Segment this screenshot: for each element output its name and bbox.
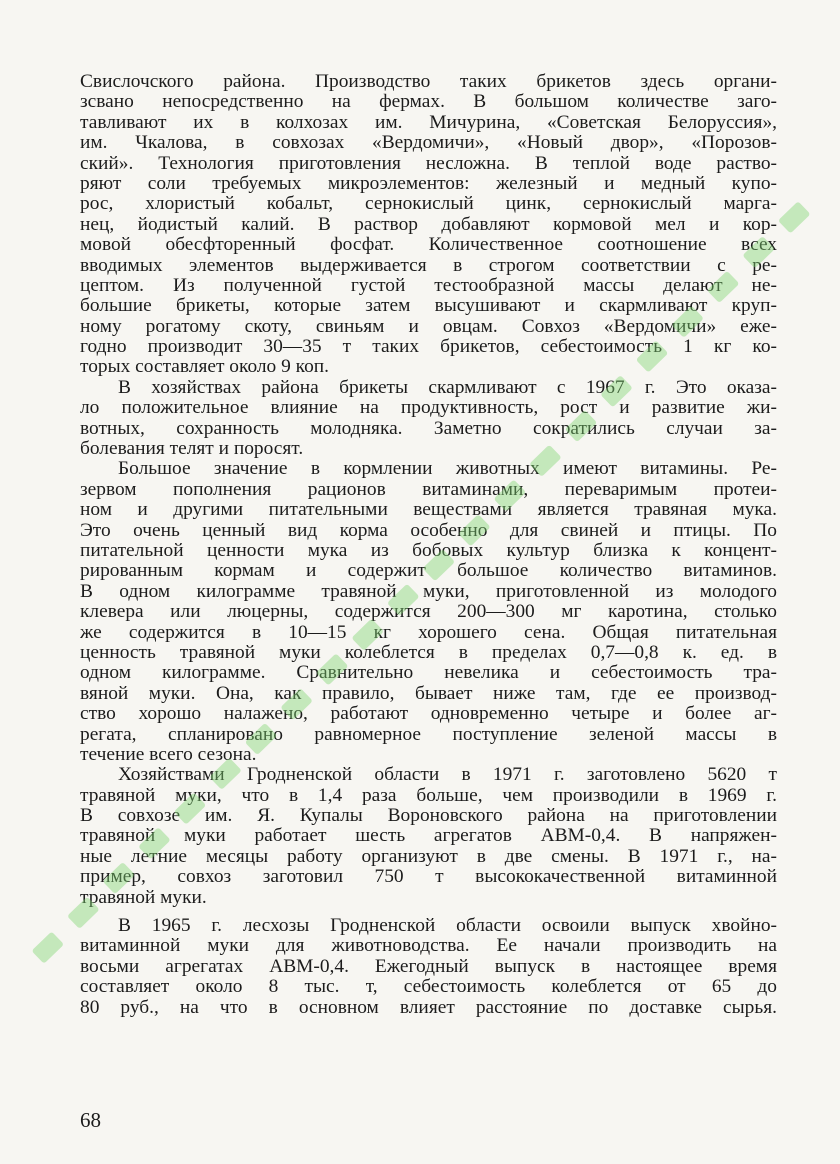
text-line: В хозяйствах района брикеты скармливают с 1967 г. Это оказа- [118, 377, 777, 398]
text-line: течение всего сезона. [80, 744, 257, 765]
text-line: торых составляет около 9 коп. [80, 357, 330, 378]
page-number: 68 [80, 1108, 101, 1132]
text-line: зсвано непосредственно на фермах. В большом количестве заго- [80, 92, 777, 113]
text-line: цептом. Из полученной густой тестообразной массы делают не- [80, 275, 777, 296]
text-line: В одном килограмме травяной муки, приготовленной из молодого [80, 581, 777, 602]
text-line: ский». Технология приготовления несложна. В теплой воде раство- [80, 153, 777, 174]
text-line: Хозяйствами Гродненской области в 1971 г. заготовлено 5620 т [118, 765, 777, 786]
text-line: вотных, сохранность молодняка. Заметно сократились случаи за- [80, 418, 777, 439]
text-line: 80 руб., на что в основном влияет расстояние по доставке сырья. [80, 997, 777, 1018]
text-line: Свислочского района. Производство таких брикетов здесь органи- [80, 72, 777, 92]
paragraph-gap [80, 908, 777, 916]
text-line: ство хорошо налажено, работают одновременно четыре и более аг- [80, 704, 777, 725]
text-line: питательной ценности мука из бобовых культур близка к концент- [80, 540, 777, 561]
text-line: витаминной муки для животноводства. Ее начали производить на [80, 936, 777, 957]
text-line: большие брикеты, которые затем высушивают и скармливают круп- [80, 296, 777, 317]
text-line: нец, йодистый калий. В раствор добавляют кормовой мел и кор- [80, 214, 777, 235]
text-line: травяной муки, что в 1,4 раза больше, чем производили в 1969 г. [80, 785, 777, 806]
text-line: рированным кормам и содержит большое количество витаминов. [80, 561, 777, 582]
watermark-dash [31, 931, 64, 963]
body-text [80, 72, 777, 1018]
text-line: В совхозе им. Я. Купалы Вороновского района на приготовлении [80, 806, 777, 827]
text-line: же содержится в 10—15 кг хорошего сена. Общая питательная [80, 622, 777, 643]
text-line: ценность травяной муки колеблется в пределах 0,7—0,8 к. ед. в [80, 642, 777, 663]
text-line: регата, спланировано равномерное поступление зеленой массы в [80, 724, 777, 745]
text-line: вяной муки. Она, как правило, бывает ниже там, где ее производ- [80, 683, 777, 704]
text-line: вводимых элементов выдерживается в строгом соответствии с ре- [80, 255, 777, 276]
text-line: травяной муки. [80, 887, 207, 908]
text-line: Большое значение в кормлении животных имеют витамины. Ре- [118, 459, 777, 480]
text-line: травяной муки работает шесть агрегатов АВМ-0,4. В напряжен- [80, 826, 777, 847]
text-line: ряют соли требуемых микроэлементов: железный и медный купо- [80, 173, 777, 194]
text-line: им. Чкалова, в совхозах «Вердомичи», «Новый двор», «Порозов- [80, 133, 777, 154]
text-line: мовой обесфторенный фосфат. Количественное соотношение всех [80, 235, 777, 256]
text-line: составляет около 8 тыс. т, себестоимость колеблется от 65 до [80, 977, 777, 998]
text-line: ном и другими питательными веществами является травяная мука. [80, 500, 777, 521]
text-line: зервом пополнения рационов витаминами, переваримым протеи- [80, 479, 777, 500]
text-line: болевания телят и поросят. [80, 439, 304, 460]
text-line: Это очень ценный вид корма особенно для свиней и птицы. По [80, 520, 777, 541]
text-line: пример, совхоз заготовил 750 т высококачественной витаминной [80, 867, 777, 888]
text-line: годно производит 30—35 т таких брикетов, себестоимость 1 кг ко- [80, 337, 777, 358]
text-line: клевера или люцерны, содержится 200—300 мг каротина, столько [80, 602, 777, 623]
text-line: тавливают их в колхозах им. Мичурина, «Советская Белоруссия», [80, 112, 777, 133]
text-line: ные летние месяцы работу организуют в две смены. В 1971 г., на- [80, 846, 777, 867]
text-line: ному рогатому скоту, свиньям и овцам. Совхоз «Вердомичи» еже- [80, 316, 777, 337]
text-line: восьми агрегатах АВМ-0,4. Ежегодный выпуск в настоящее время [80, 956, 777, 977]
watermark-dash [778, 201, 811, 233]
text-line: ло положительное влияние на продуктивность, рост и развитие жи- [80, 398, 777, 419]
text-line: рос, хлористый кобальт, сернокислый цинк, сернокислый марга- [80, 194, 777, 215]
text-line: В 1965 г. лесхозы Гродненской области освоили выпуск хвойно- [118, 916, 777, 937]
text-line: одном килограмме. Сравнительно невелика и себестоимость тра- [80, 663, 777, 684]
